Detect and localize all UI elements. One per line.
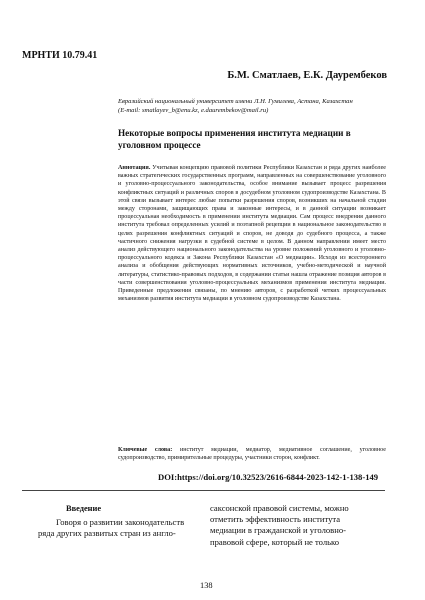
abstract-text: Учитывая концепцию правовой политики Республики Казахстан и ряда других наиболее важных стратегических государственных программ, направленных на совершенствование уголовного и уголовно-процессуального законодательства, особое внимание вызывает процесс разрешения конфликтных ситуаций и различных споров в досудебном уголовном судопроизводстве Казахстана. В этой связи вызывает интерес любые попытки разрешения споров, возникших на начальной стадии между сторонами, защищающих права и законные интересы, и в данной ситуации возникает процессуальная необходимость в применении института медиации. Сам процесс внедрения данного института требовал определенных усилий и поэтапной рецепции в национальное законодательство в целях разрешения конфликтных ситуаций и споров, не доводя до судебного процесса, а также частичного снижения нагрузки в судебной системе в целом. В данном направлении имеет место анализ действующего национального законодательства на уровне положений уголовного и уголовно-процессуального кодекса и Закона Республики Казахстан «О медиации». Исходя из всестороннего анализа и обобщения действующих нормативных источников, учебно-методической и научной литературы, статистико-правовых подходов, в содержании статьи нашла отражение позиция авторов в части совершенствования уголовно-процессуальных механизмов применения института медиации. Приведенные предложения связаны, по мнению авторов, с разработкой четких процессуальных механизмов развития института медиации в уголовном судопроизводстве Казахстана. [118, 165, 386, 303]
abstract-label: Аннотация. [118, 165, 151, 171]
intro-right-line: отметить эффективность института [210, 514, 341, 525]
affiliation-block [118, 98, 386, 115]
affiliation: Евразийский национальный университет имени Л.Н. Гумилева, Астана, Казахстан [118, 98, 353, 105]
intro-right-line: правовой сфере, который не только [210, 536, 340, 547]
author-emails: (E-mail: smatlayev_b@enu.kz, e.daurembekov@mail.ru) [118, 106, 269, 114]
keywords-text: институт медиации, медиатор, медиативное соглашение, уголовное судопроизводство, примирительные процедуры, участники сторон, конфликт. [118, 447, 386, 462]
section-divider [22, 490, 385, 491]
intro-heading: Введение [66, 504, 102, 513]
intro-left-line: Говоря о развитии законодательств [56, 517, 185, 527]
keywords [118, 446, 386, 462]
intro-right-column [210, 503, 386, 548]
intro-right-line: саксонской правовой системы, можно [210, 503, 349, 513]
page-number: 138 [200, 581, 213, 590]
intro-left-column [38, 517, 188, 539]
doi-link[interactable]: DOI:https://doi.org/10.32523/2616-6844-2023-142-1-138-149 [158, 472, 379, 482]
intro-left-line: ряда других развитых стран из англо- [38, 528, 176, 539]
abstract [118, 164, 386, 303]
authors: Б.М. Сматлаев, Е.К. Даурембеков [227, 70, 387, 81]
keywords-label: Ключевые слова: [118, 447, 173, 453]
classification-code: МРНТИ 10.79.41 [22, 50, 98, 61]
article-title: Некоторые вопросы применения института медиации в уголовном процессе [118, 128, 351, 150]
intro-right-line: медиации в гражданской и уголовно- [210, 525, 346, 536]
